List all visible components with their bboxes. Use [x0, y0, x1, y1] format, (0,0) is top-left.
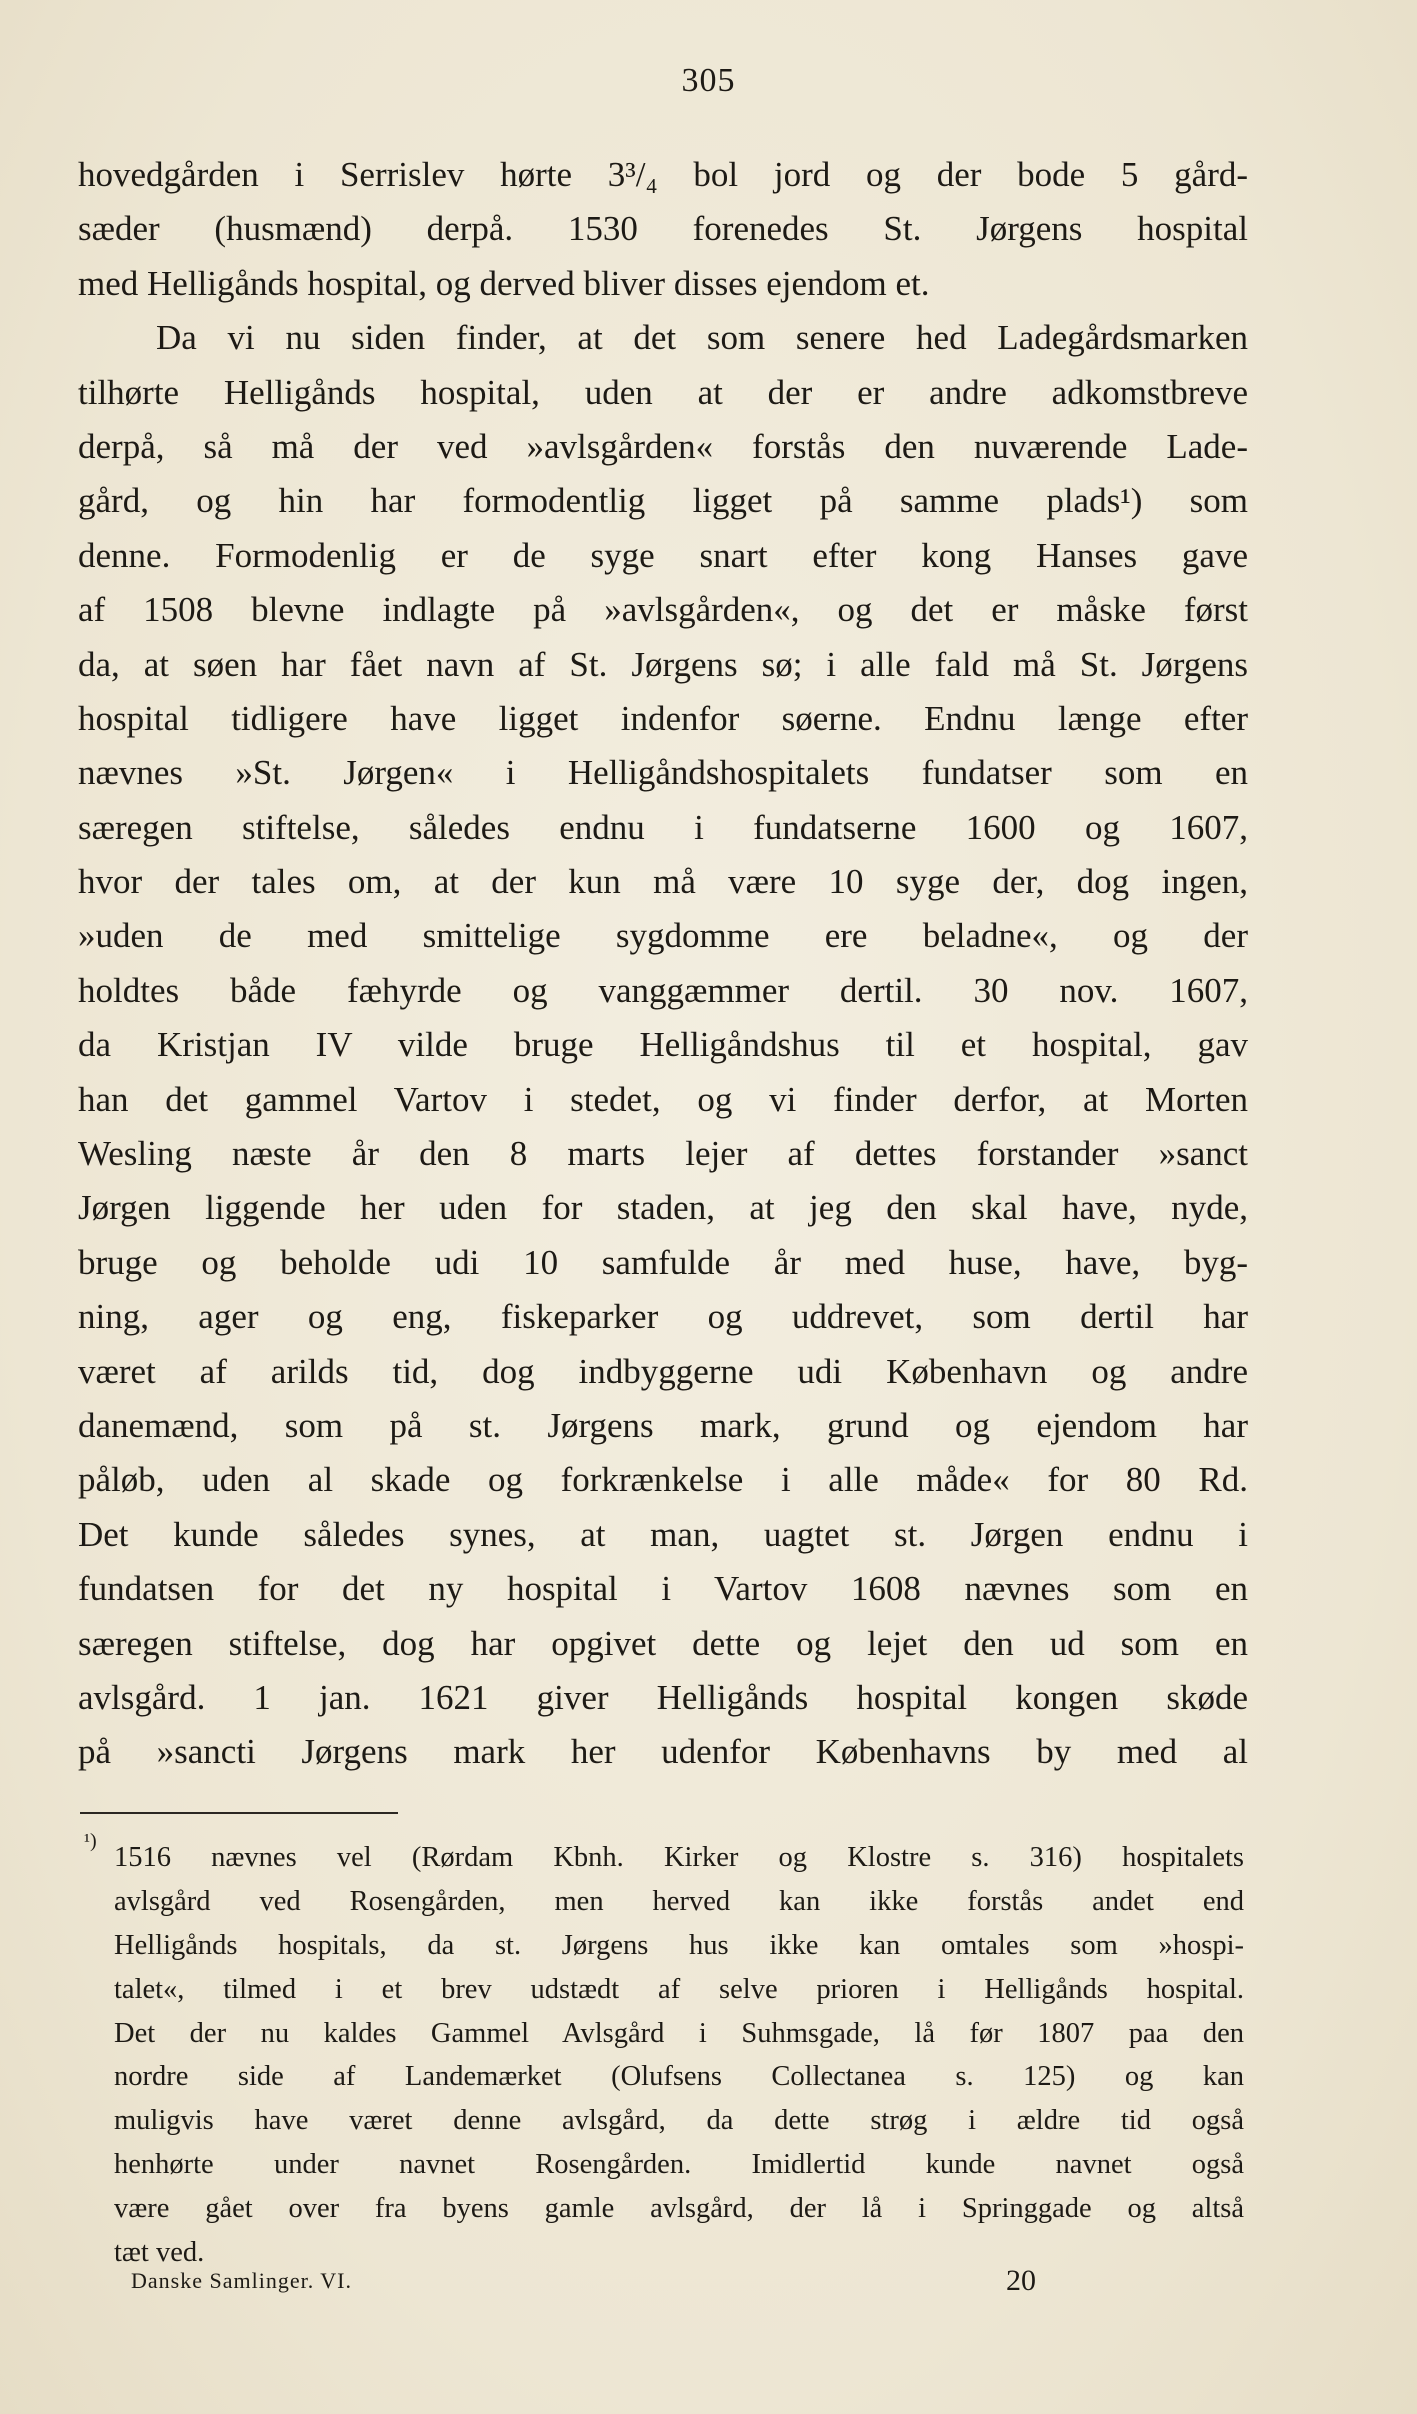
footnote-line: tæt ved. — [114, 2237, 205, 2269]
main-text — [78, 148, 1248, 1780]
text-line: hvor der tales om, at der kun må være 10 syge der, dog ingen, — [78, 862, 1248, 902]
text-line: på »sancti Jørgens mark her udenfor Københavns by med al — [78, 1732, 1248, 1772]
text-line: af 1508 blevne indlagte på »avlsgården«, og det er måske først — [78, 590, 1248, 630]
footnote-line: Helligånds hospitals, da st. Jørgens hus ikke kan omtales som »hospi- — [114, 1929, 1244, 1961]
text-line: da Kristjan IV vilde bruge Helligåndshus til et hospital, gav — [78, 1025, 1248, 1065]
text-line: med Helligånds hospital, og derved bliver disses ejendom et. — [78, 263, 930, 303]
footnote-line: være gået over fra byens gamle avlsgård, der lå i Springgade og altså — [114, 2193, 1244, 2225]
text-line: da, at søen har fået navn af St. Jørgens sø; i alle fald må St. Jørgens — [78, 644, 1248, 684]
text-line: været af arilds tid, dog indbyggerne udi København og andre — [78, 1351, 1248, 1391]
footnote-line: 1516 nævnes vel (Rørdam Kbnh. Kirker og Klostre s. 316) hospitalets — [114, 1842, 1244, 1873]
text-line: hospital tidligere have ligget indenfor søerne. Endnu længe efter — [78, 698, 1248, 738]
printer-signature: Danske Samlinger. VI. — [131, 2268, 353, 2293]
text-line: særegen stiftelse, således endnu i fundatserne 1600 og 1607, — [78, 807, 1248, 847]
text-line: derpå, så må der ved »avlsgården« forstås den nuværende Lade- — [78, 426, 1248, 466]
footnote-divider — [80, 1812, 398, 1814]
text-line: Det kunde således synes, at man, uagtet st. Jørgen endnu i — [78, 1514, 1248, 1554]
sheet-number: 20 — [1006, 2264, 1036, 2297]
text-line: holdtes både fæhyrde og vanggæmmer dertil. 30 nov. 1607, — [78, 970, 1248, 1010]
text-line: hovedgården i Serrislev hørte 3³/₄ bol jord og der bode 5 gård- — [78, 155, 1248, 194]
footnote-line: henhørte under navnet Rosengården. Imidlertid kunde navnet også — [114, 2149, 1244, 2181]
footnote-marker: ¹) — [84, 1830, 97, 1852]
page-number: 305 — [681, 62, 736, 99]
text-line: danemænd, som på st. Jørgens mark, grund og ejendom har — [78, 1405, 1248, 1445]
text-line: »uden de med smittelige sygdomme ere beladne«, og der — [78, 916, 1248, 956]
text-line: særegen stiftelse, dog har opgivet dette og lejet den ud som en — [78, 1623, 1248, 1663]
text-line: denne. Formodenlig er de syge snart efter kong Hanses gave — [78, 535, 1248, 575]
text-line: Wesling næste år den 8 marts lejer af dettes forstander »sanct — [78, 1134, 1248, 1174]
text-line: påløb, uden al skade og forkrænkelse i alle måde« for 80 Rd. — [78, 1460, 1248, 1500]
text-line: Da vi nu siden finder, at det som senere hed Ladegårdsmarken — [156, 318, 1248, 358]
footnote-line: Det der nu kaldes Gammel Avlsgård i Suhmsgade, lå før 1807 paa den — [114, 2017, 1244, 2049]
footnote-line: muligvis have været denne avlsgård, da dette strøg i ældre tid også — [114, 2105, 1244, 2137]
text-line: bruge og beholde udi 10 samfulde år med huse, have, byg- — [78, 1242, 1248, 1282]
text-line: tilhørte Helligånds hospital, uden at der er andre adkomstbreve — [78, 372, 1248, 412]
footnote-line: nordre side af Landemærket (Olufsens Collectanea s. 125) og kan — [114, 2061, 1244, 2093]
text-line: gård, og hin har formodentlig ligget på samme plads¹) som — [78, 481, 1248, 521]
text-line: nævnes »St. Jørgen« i Helligåndshospitalets fundatser som en — [78, 753, 1248, 793]
footnote — [84, 1830, 1244, 2275]
text-line: ning, ager og eng, fiskeparker og uddrevet, som dertil har — [78, 1297, 1248, 1337]
text-line: sæder (husmænd) derpå. 1530 forenedes St. Jørgens hospital — [78, 209, 1248, 249]
footnote-line: avlsgård ved Rosengården, men herved kan ikke forstås andet end — [114, 1885, 1244, 1917]
footnote-line: talet«, tilmed i et brev udstædt af selve prioren i Helligånds hospital. — [114, 1973, 1244, 2005]
text-line: fundatsen for det ny hospital i Vartov 1608 nævnes som en — [78, 1569, 1248, 1609]
text-line: avlsgård. 1 jan. 1621 giver Helligånds hospital kongen skøde — [78, 1677, 1248, 1717]
text-line: Jørgen liggende her uden for staden, at jeg den skal have, nyde, — [78, 1188, 1248, 1228]
text-line: han det gammel Vartov i stedet, og vi finder derfor, at Morten — [78, 1079, 1248, 1119]
